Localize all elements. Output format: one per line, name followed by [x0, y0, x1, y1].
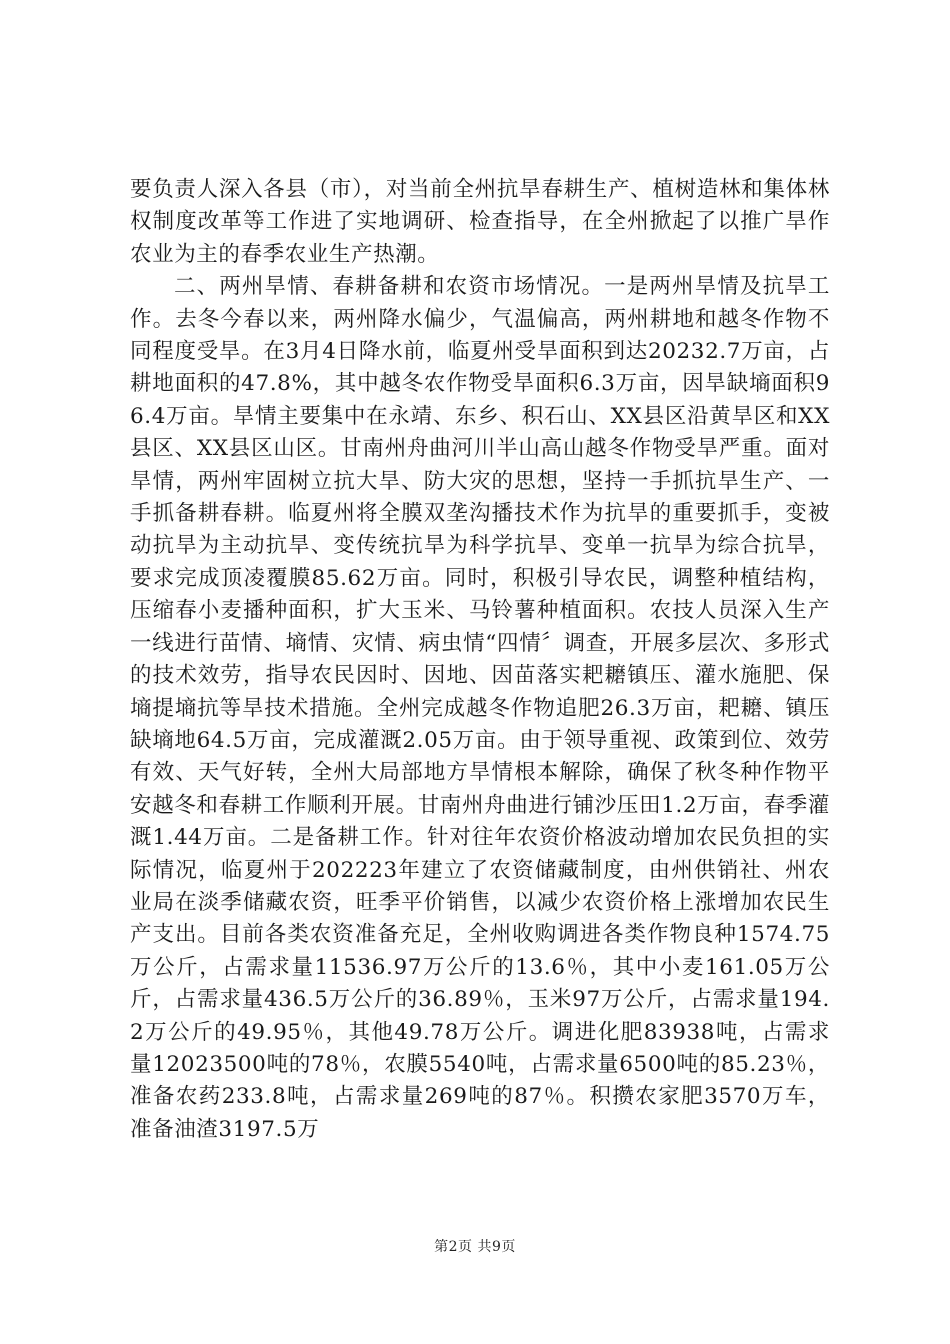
document-body: [130, 174, 830, 1146]
page-number-footer: 第2页 共9页: [434, 1239, 516, 1255]
paragraph-continuation: 要负责人深入各县（市），对当前全州抗旱春耕生产、植树造林和集体林权制度改革等工作进了实地调研、检查指导，在全州掀起了以推广旱作农业为主的春季农业生产热潮。: [130, 177, 830, 267]
paragraph-section-two: 二、两州旱情、春耕备耕和农资市场情况。一是两州旱情及抗旱工作。去冬今春以来，两州降水偏少，气温偏高，两州耕地和越冬作物不同程度受旱。在3月4日降水前，临夏州受旱面积到达20232.7万亩，占耕地面积的47.8%，其中越冬农作物受旱面积6.3万亩，因旱缺墒面积96.4万亩。旱情主要集中在永靖、东乡、积石山、XX县区沿黄旱区和XX县区、XX县区山区。甘南州舟曲河川半山高山越冬作物受旱严重。面对旱情，两州牢固树立抗大旱、防大灾的思想，坚持一手抓抗旱生产、一手抓备耕春耕。临夏州将全膜双垄沟播技术作为抗旱的重要抓手，变被动抗旱为主动抗旱、变传统抗旱为科学抗旱、变单一抗旱为综合抗旱，要求完成顶凌覆膜85.62万亩。同时，积极引导农民，调整种植结构，压缩春小麦播种面积，扩大玉米、马铃薯种植面积。农技人员深入生产一线进行苗情、墒情、灾情、病虫情“四情〞调查，开展多层次、多形式的技术效劳，指导农民因时、因地、因苗落实耙耱镇压、灌水施肥、保墒提墒抗等旱技术措施。全州完成越冬作物追肥26.3万亩，耙耱、镇压缺墒地64.5万亩，完成灌溉2.05万亩。由于领导重视、政策到位、效劳有效、天气好转，全州大局部地方旱情根本解除，确保了秋冬种作物平安越冬和春耕工作顺利开展。甘南州舟曲进行铺沙压田1.2万亩，春季灌溉1.44万亩。二是备耕工作。针对往年农资价格波动增加农民负担的实际情况，临夏州于202223年建立了农资储藏制度，由州供销社、州农业局在淡季储藏农资，旺季平价销售，以减少农资价格上涨增加农民生产支出。目前各类农资准备充足，全州收购调进各类作物良种1574.75万公斤，占需求量11536.97万公斤的13.6％，其中小麦161.05万公斤，占需求量436.5万公斤的36.89％，玉米97万公斤，占需求量194.2万公斤的49.95％，其他49.78万公斤。调进化肥83938吨，占需求量12023500吨的78％，农膜5540吨，占需求量6500吨的85.23％，准备农药233.8吨，占需求量269吨的87％。积攒农家肥3570万车，准备油渣3197.5万: [130, 274, 830, 1142]
